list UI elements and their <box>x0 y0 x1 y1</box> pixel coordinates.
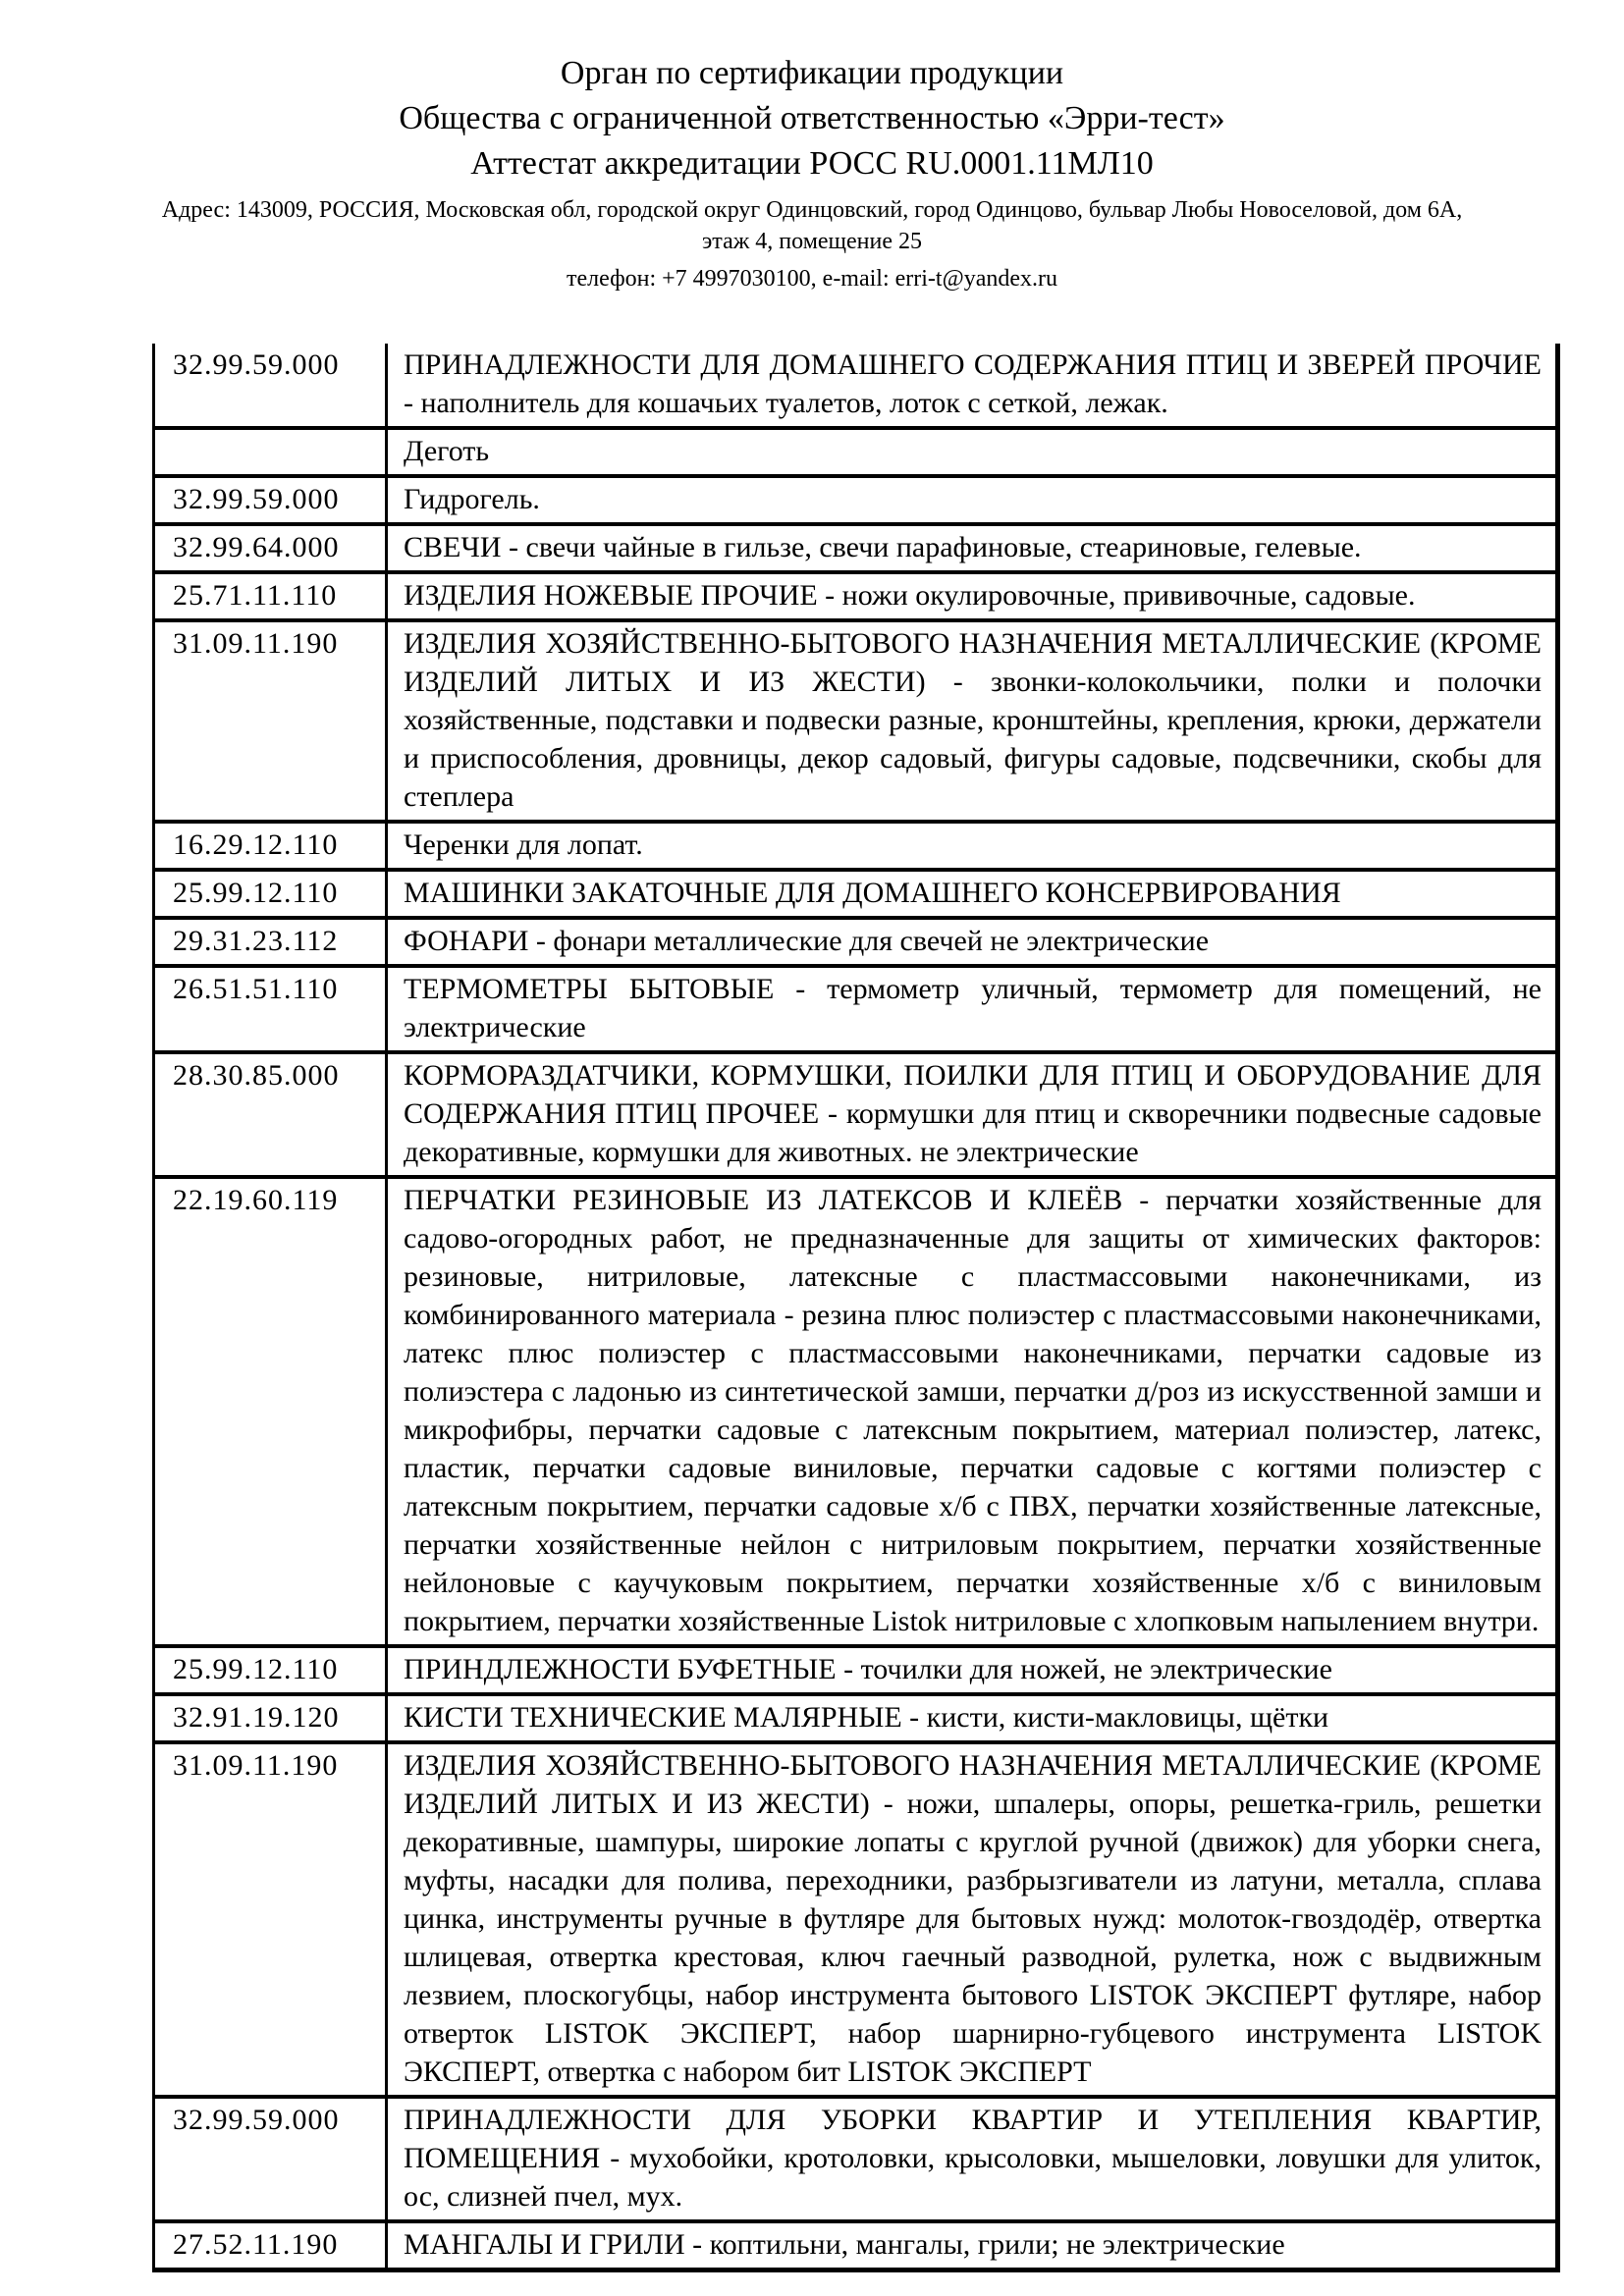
product-code-cell: 25.71.11.110 <box>152 574 388 618</box>
table-row <box>152 1744 1560 2099</box>
table-row <box>152 478 1560 526</box>
product-description-cell: ПРИНАДЛЕЖНОСТИ ДЛЯ УБОРКИ КВАРТИР И УТЕПЛЕНИЯ КВАРТИР, ПОМЕЩЕНИЯ - мухобойки, кротоловки, крысоловки, мышеловки, ловушки для улиток, ос, слизней пчел, мух. <box>388 2099 1560 2219</box>
product-description-cell: ИЗДЕЛИЯ ХОЗЯЙСТВЕННО-БЫТОВОГО НАЗНАЧЕНИЯ МЕТАЛЛИЧЕСКИЕ (КРОМЕ ИЗДЕЛИЙ ЛИТЫХ И ИЗ ЖЕСТИ) - ножи, шпалеры, опоры, решетка-гриль, решетки декоративные, шампуры, широкие лопаты с круглой ручной (движок) для уборки снега, муфты, насадки для полива, переходники, разбрызгиватели из латуни, металла, сплава цинка, инструменты ручные в футляре для бытовых нужд: молоток-гвоздодёр, отвертка шлицевая, отвертка крестовая, ключ гаечный разводной, рулетка, нож с выдвижным лезвием, плоскогубцы, набор инструмента бытового LISTOK ЭКСПЕРТ футляре, набор отверток LISTOK ЭКСПЕРТ, набор шарнирно-губцевого инструмента LISTOK ЭКСПЕРТ, отвертка с набором бит LISTOK ЭКСПЕРТ <box>388 1744 1560 2095</box>
table-row <box>152 1179 1560 1648</box>
product-code-cell: 32.99.64.000 <box>152 526 388 570</box>
org-name-line: Общества с ограниченной ответственностью «Эрри-тест» <box>399 100 1225 136</box>
product-description-cell: Черенки для лопат. <box>388 824 1560 868</box>
table-row <box>152 344 1560 430</box>
document-header <box>0 0 1624 294</box>
product-description-cell: МАШИНКИ ЗАКАТОЧНЫЕ ДЛЯ ДОМАШНЕГО КОНСЕРВИРОВАНИЯ <box>388 872 1560 916</box>
product-code-cell: 25.99.12.110 <box>152 1648 388 1692</box>
product-code-cell: 26.51.51.110 <box>152 968 388 1050</box>
product-description-cell: МАНГАЛЫ И ГРИЛИ - коптильни, мангалы, грили; не электрические <box>388 2223 1560 2268</box>
table-row <box>152 920 1560 968</box>
product-description-cell: СВЕЧИ - свечи чайные в гильзе, свечи парафиновые, стеариновые, гелевые. <box>388 526 1560 570</box>
product-description-cell: ФОНАРИ - фонари металлические для свечей не электрические <box>388 920 1560 964</box>
product-description-cell: КОРМОРАЗДАТЧИКИ, КОРМУШКИ, ПОИЛКИ ДЛЯ ПТИЦ И ОБОРУДОВАНИЕ ДЛЯ СОДЕРЖАНИЯ ПТИЦ ПРОЧЕЕ - кормушки для птиц и скворечники подвесные садовые декоративные, кормушки для животных. не электрические <box>388 1054 1560 1175</box>
table-row <box>152 824 1560 872</box>
product-code-cell: 32.91.19.120 <box>152 1696 388 1740</box>
table-row <box>152 1648 1560 1696</box>
product-description-cell: Гидрогель. <box>388 478 1560 522</box>
table-row <box>152 872 1560 920</box>
table-row <box>152 968 1560 1054</box>
product-code-cell: 16.29.12.110 <box>152 824 388 868</box>
accreditation-line: Аттестат аккредитации РОСС RU.0001.11МЛ10 <box>470 145 1154 182</box>
table-row <box>152 2223 1560 2272</box>
product-code-cell: 27.52.11.190 <box>152 2223 388 2268</box>
product-code-cell: 32.99.59.000 <box>152 478 388 522</box>
table-row <box>152 1696 1560 1744</box>
contact-line: телефон: +7 4997030100, e-mail: erri-t@yandex.ru <box>567 266 1057 292</box>
product-code-cell: 25.99.12.110 <box>152 872 388 916</box>
table-row <box>152 622 1560 824</box>
product-description-cell: КИСТИ ТЕХНИЧЕСКИЕ МАЛЯРНЫЕ - кисти, кисти-макловицы, щётки <box>388 1696 1560 1740</box>
table-row <box>152 430 1560 478</box>
org-type-line: Орган по сертификации продукции <box>560 55 1064 91</box>
product-description-cell: ИЗДЕЛИЯ ХОЗЯЙСТВЕННО-БЫТОВОГО НАЗНАЧЕНИЯ МЕТАЛЛИЧЕСКИЕ (КРОМЕ ИЗДЕЛИЙ ЛИТЫХ И ИЗ ЖЕСТИ) - звонки-колокольчики, полки и полочки хозяйственные, подставки и подвески разные, кронштейны, крепления, крюки, держатели и приспособления, дровницы, декор садовый, фигуры садовые, подсвечники, скобы для степлера <box>388 622 1560 820</box>
table-row <box>152 1054 1560 1179</box>
product-code-cell: 31.09.11.190 <box>152 1744 388 2095</box>
product-code-cell: 32.99.59.000 <box>152 2099 388 2219</box>
table-row <box>152 2099 1560 2223</box>
product-description-cell: ИЗДЕЛИЯ НОЖЕВЫЕ ПРОЧИЕ - ножи окулировочные, прививочные, садовые. <box>388 574 1560 618</box>
address-line: Адрес: 143009, РОССИЯ, Московская обл, городской округ Одинцовский, город Одинцово, бульвар Любы Новоселовой, дом 6А, этаж 4, помещение 25 <box>161 197 1463 254</box>
table-row <box>152 574 1560 622</box>
product-code-cell: 29.31.23.112 <box>152 920 388 964</box>
product-code-cell: 28.30.85.000 <box>152 1054 388 1175</box>
product-description-cell: ПРИНДЛЕЖНОСТИ БУФЕТНЫЕ - точилки для ножей, не электрические <box>388 1648 1560 1692</box>
product-code-cell: 22.19.60.119 <box>152 1179 388 1644</box>
product-codes-table <box>152 344 1560 2272</box>
table-row <box>152 526 1560 574</box>
product-code-cell <box>152 430 388 474</box>
product-description-cell: ПЕРЧАТКИ РЕЗИНОВЫЕ ИЗ ЛАТЕКСОВ И КЛЕЁВ - перчатки хозяйственные для садово-огородных работ, не предназначенные для защиты от химических факторов: резиновые, нитриловые, латексные с пластмассовыми наконечниками, из комбинированного материала - резина плюс полиэстер с пластмассовыми наконечниками, латекс плюс полиэстер с пластмассовыми наконечниками, перчатки садовые из полиэстера с ладонью из синтетической замши, перчатки д/роз из искусственной замши и микрофибры, перчатки садовые с латексным покрытием, материал полиэстер, латекс, пластик, перчатки садовые виниловые, перчатки садовые с когтями полиэстер с латексным покрытием, перчатки садовые х/б с ПВХ, перчатки хозяйственные латексные, перчатки хозяйственные нейлон с нитриловым покрытием, перчатки хозяйственные нейлоновые с каучуковым покрытием, перчатки хозяйственные х/б с виниловым покрытием, перчатки хозяйственные Listok нитриловые с хлопковым напылением внутри. <box>388 1179 1560 1644</box>
product-description-cell: ТЕРМОМЕТРЫ БЫТОВЫЕ - термометр уличный, термометр для помещений, не электрические <box>388 968 1560 1050</box>
product-code-cell: 31.09.11.190 <box>152 622 388 820</box>
product-description-cell: ПРИНАДЛЕЖНОСТИ ДЛЯ ДОМАШНЕГО СОДЕРЖАНИЯ ПТИЦ И ЗВЕРЕЙ ПРОЧИЕ - наполнитель для кошачьих туалетов, лоток с сеткой, лежак. <box>388 344 1560 426</box>
product-code-cell: 32.99.59.000 <box>152 344 388 426</box>
product-description-cell: Деготь <box>388 430 1560 474</box>
